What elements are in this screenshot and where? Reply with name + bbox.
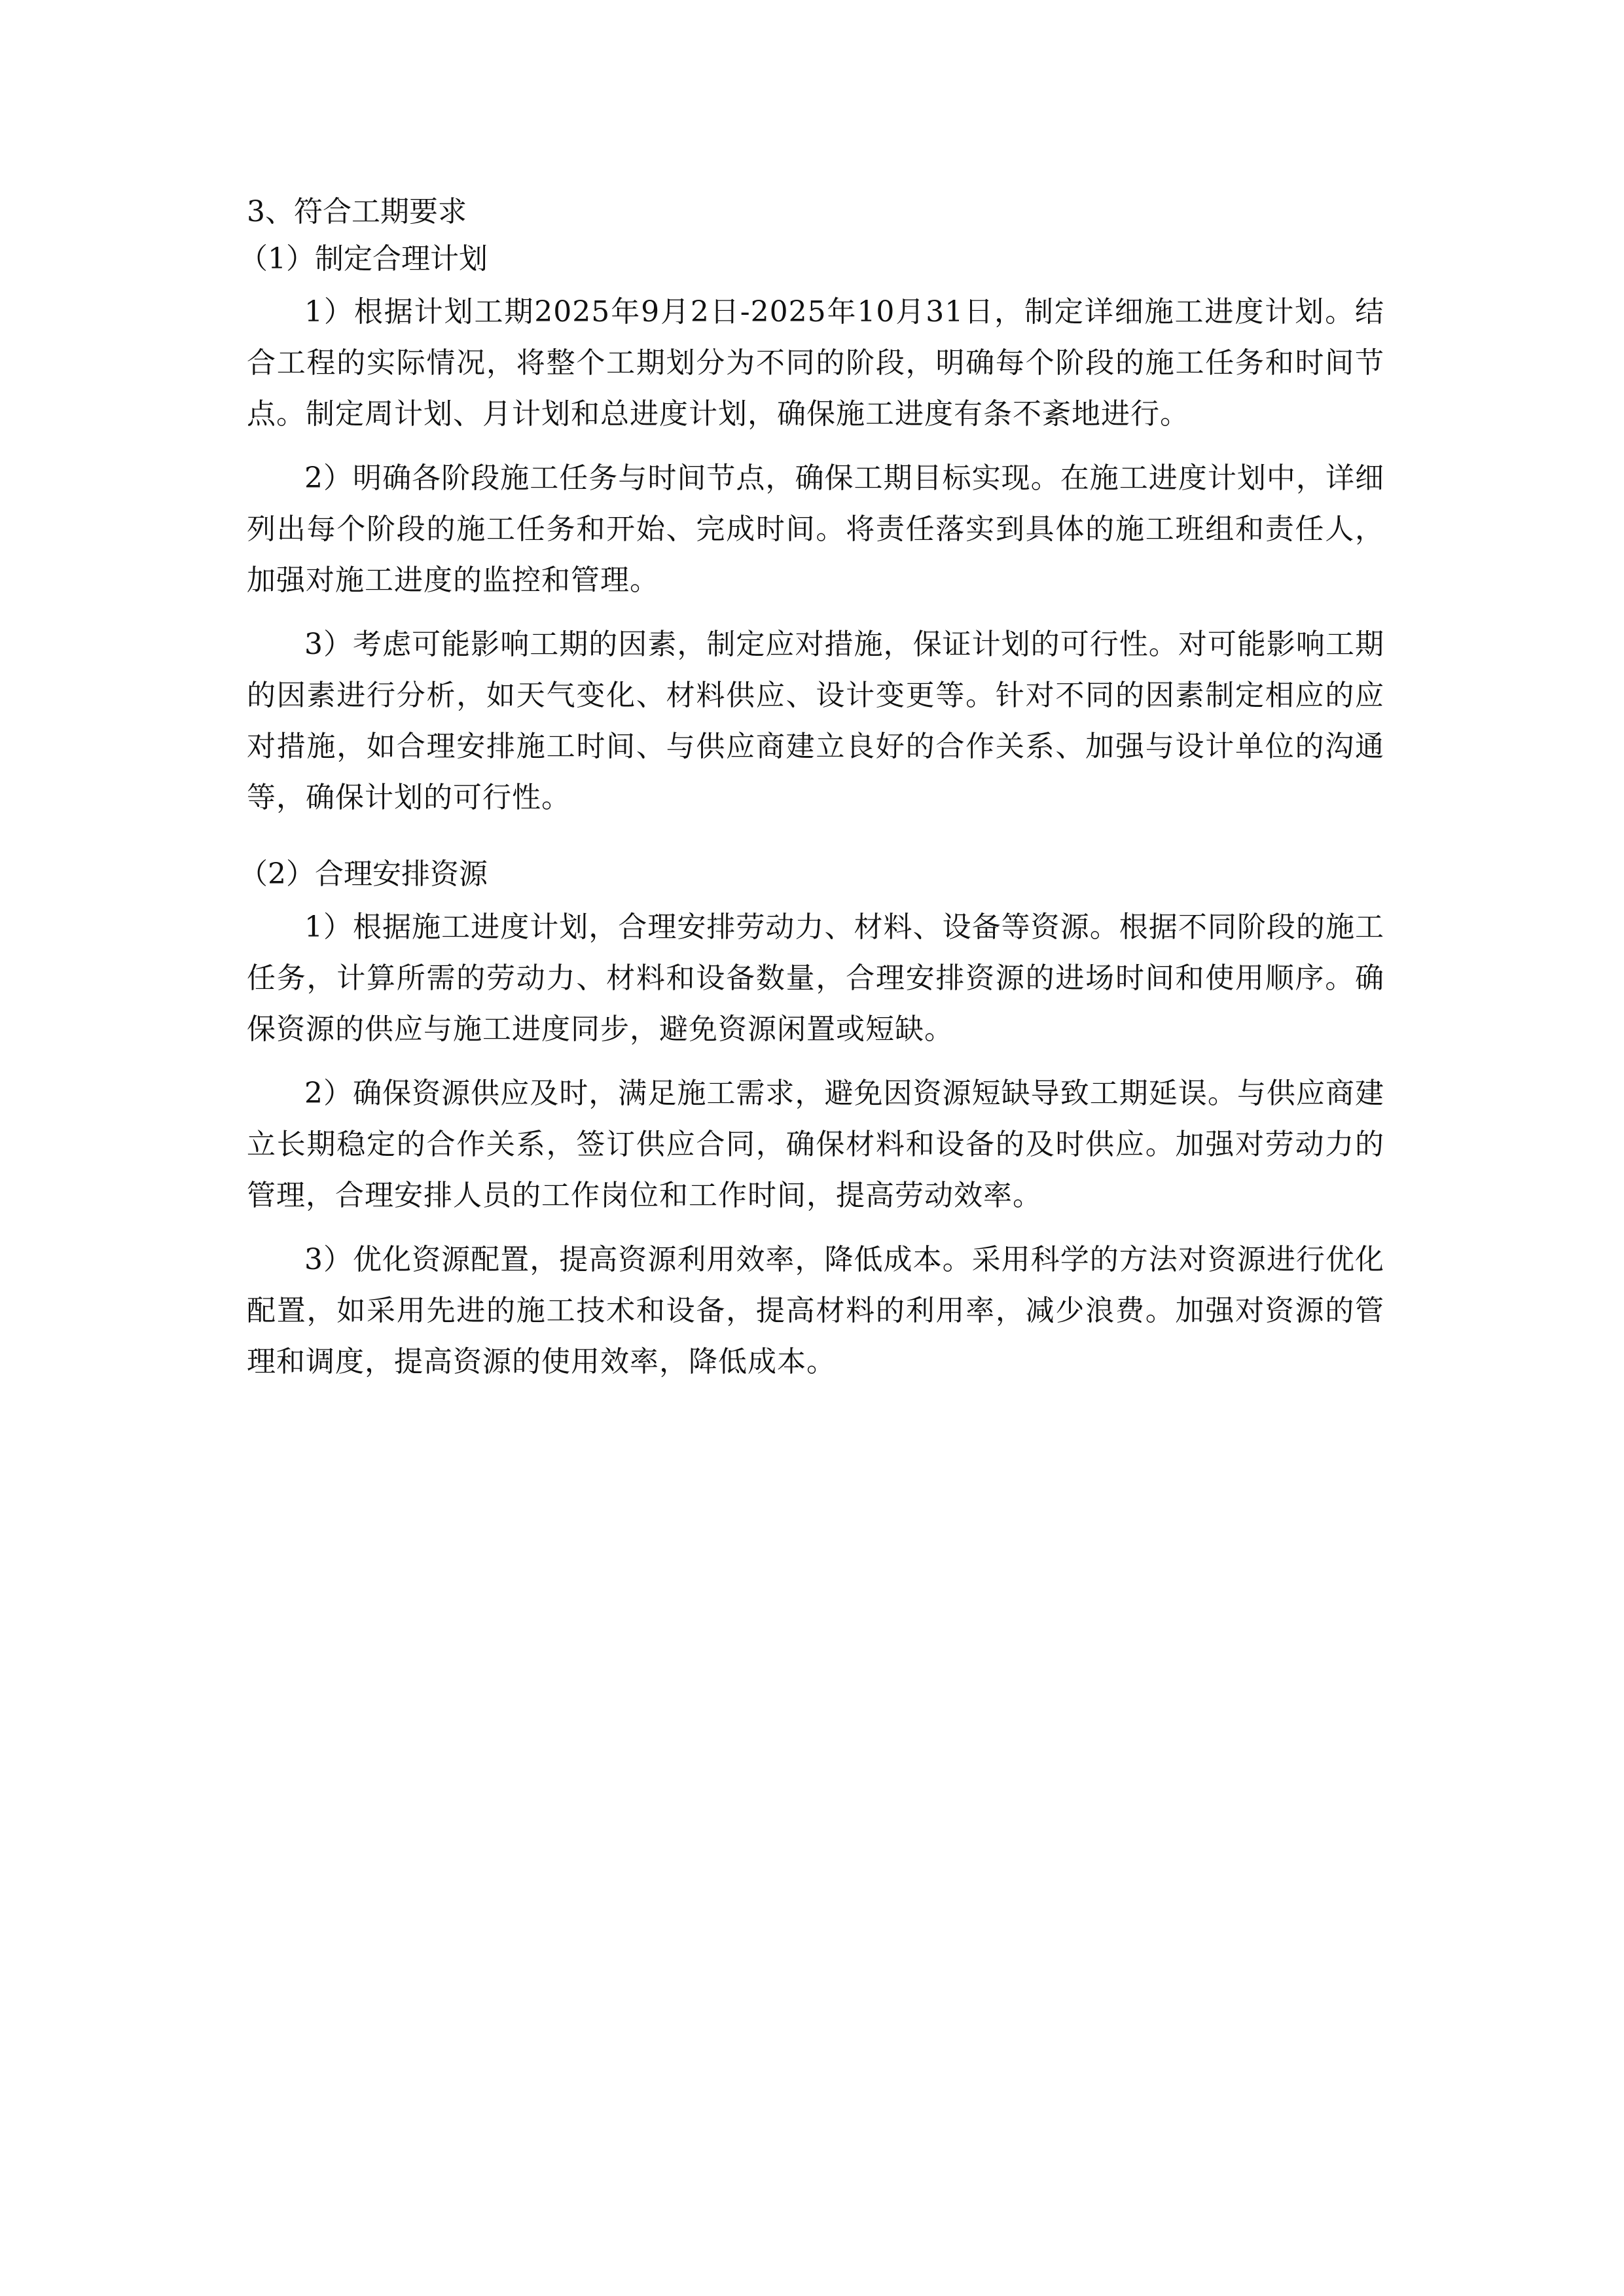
section-spacer [247,836,1384,853]
paragraph-plan-3: 3）考虑可能影响工期的因素，制定应对措施，保证计划的可行性。对可能影响工期的因素进行分析，如天气变化、材料供应、设计变更等。针对不同的因素制定相应的应对措施，如合理安排施工时间、与供应商建立良好的合作关系、加强与设计单位的沟通等，确保计划的可行性。 [247,628,1384,814]
paragraph-plan-2: 2）明确各阶段施工任务与时间节点，确保工期目标实现。在施工进度计划中，详细列出每个阶段的施工任务和开始、完成时间。将责任落实到具体的施工班组和责任人，加强对施工进度的监控和管理。 [247,461,1384,597]
subsection-heading-plan: （1）制定合理计划 [239,242,488,276]
paragraph-resources-2: 2）确保资源供应及时，满足施工需求，避免因资源短缺导致工期延误。与供应商建立长期稳定的合作关系，签订供应合同，确保材料和设备的及时供应。加强对劳动力的管理，合理安排人员的工作岗位和工作时间，提高劳动效率。 [247,1077,1384,1212]
paragraph-resources-3: 3）优化资源配置，提高资源利用效率，降低成本。采用科学的方法对资源进行优化配置，如采用先进的施工技术和设备，提高材料的利用率，减少浪费。加强对资源的管理和调度，提高资源的使用效率，降低成本。 [247,1243,1384,1378]
section-heading: 3、符合工期要求 [247,195,467,228]
paragraph-resources-1: 1）根据施工进度计划，合理安排劳动力、材料、设备等资源。根据不同阶段的施工任务，计算所需的劳动力、材料和设备数量，合理安排资源的进场时间和使用顺序。确保资源的供应与施工进度同步，避免资源闲置或短缺。 [247,910,1384,1046]
paragraph-plan-1: 1）根据计划工期2025年9月2日-2025年10月31日，制定详细施工进度计划。结合工程的实际情况，将整个工期划分为不同的阶段，明确每个阶段的施工任务和时间节点。制定周计划、月计划和总进度计划，确保施工进度有条不紊地进行。 [247,295,1384,431]
document-body [239,191,1384,1401]
subsection-heading-resources: （2）合理安排资源 [239,857,488,891]
